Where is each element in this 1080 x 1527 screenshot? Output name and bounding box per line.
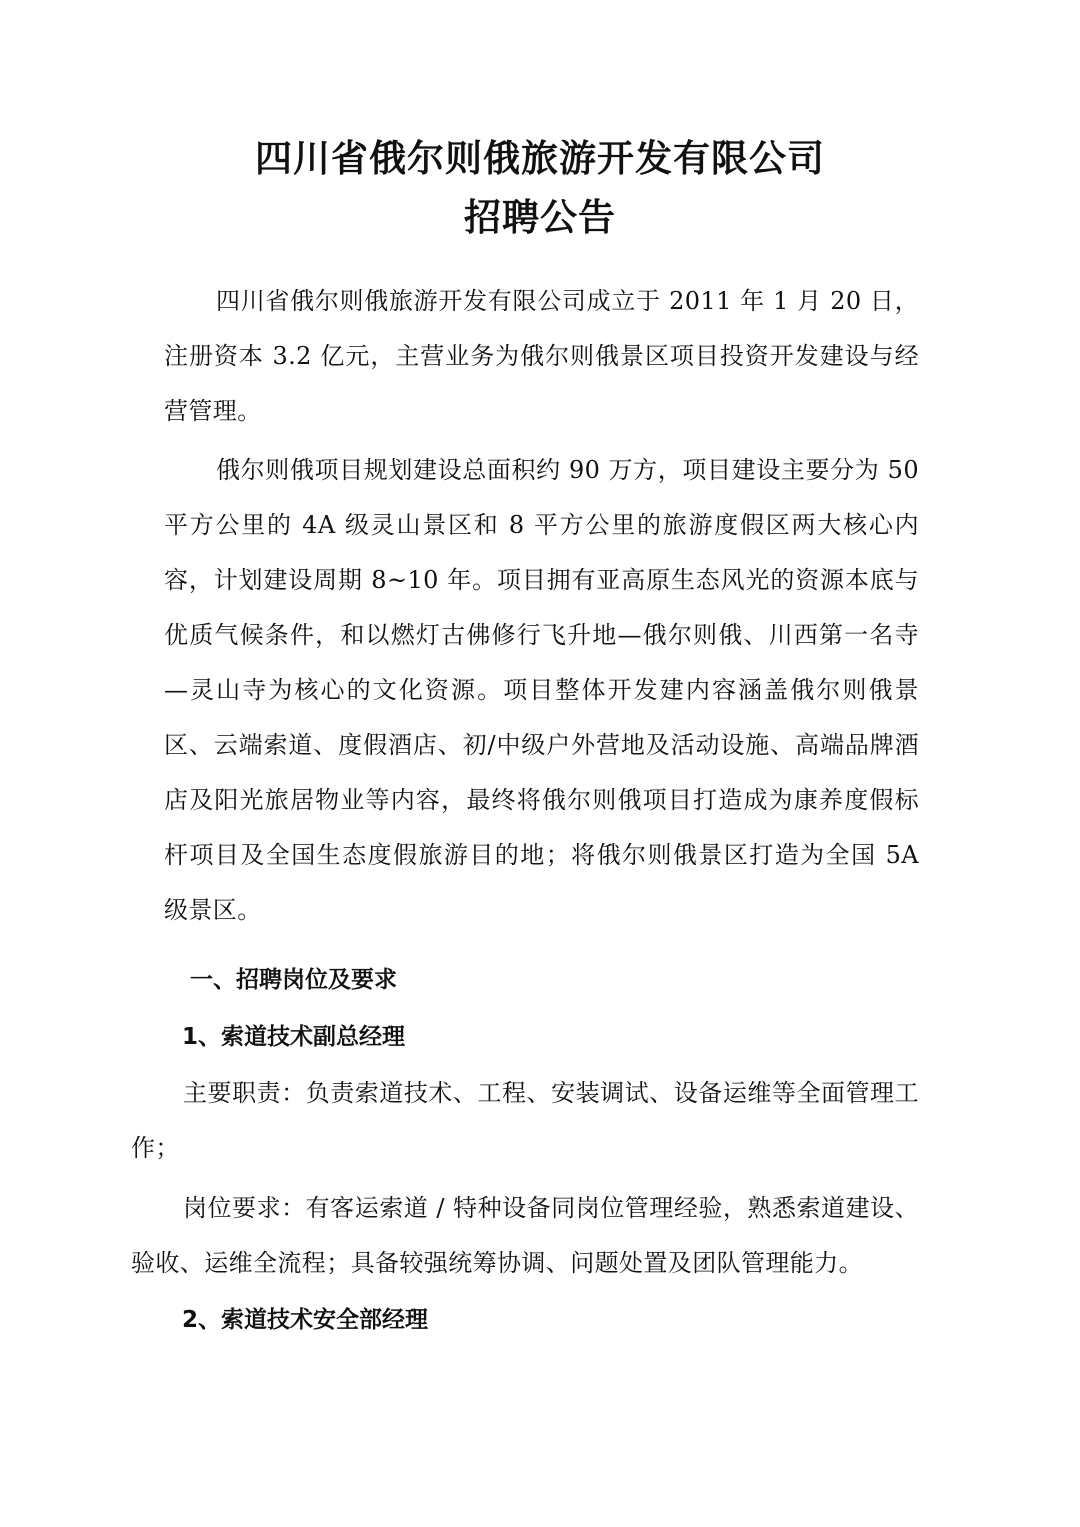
intro-paragraph: 四川省俄尔则俄旅游开发有限公司成立于 2011 年 1 月 20 日，注册资本 3.2 亿元，主营业务为俄尔则俄景区项目投资开发建设与经营管理。	[164, 287, 919, 425]
position-1-duties: 主要职责：负责索道技术、工程、安装调试、设备运维等全面管理工作；	[131, 1079, 919, 1162]
position-1-requirements: 岗位要求：有客运索道 / 特种设备同岗位管理经验，熟悉索道建设、验收、运维全流程；具备较强统筹协调、问题处置及团队管理能力。	[131, 1194, 919, 1277]
position-heading-1: 1、索道技术副总经理	[182, 1024, 406, 1050]
project-paragraph: 俄尔则俄项目规划建设总面积约 90 万方，项目建设主要分为 50 平方公里的 4A 级灵山景区和 8 平方公里的旅游度假区两大核心内容，计划建设周期 8~10 年。项目拥有亚高原生态风光的资源本底与优质气候条件，和以燃灯古佛修行飞升地—俄尔则俄、川西第一名寺—灵山寺为核心的文化资源。项目整体开发建内容涵盖俄尔则俄景区、云端索道、度假酒店、初/中级户外营地及活动设施、高端品牌酒店及阳光旅居物业等内容，最终将俄尔则俄项目打造成为康养度假标杆项目及全国生态度假旅游目的地；将俄尔则俄景区打造为全国 5A 级景区。	[164, 456, 919, 924]
section-heading-positions: 一、招聘岗位及要求	[190, 967, 397, 993]
position-heading-2: 2、索道技术安全部经理	[182, 1307, 429, 1333]
document-title-company: 四川省俄尔则俄旅游开发有限公司	[255, 137, 825, 180]
document-title-announcement: 招聘公告	[464, 196, 616, 239]
